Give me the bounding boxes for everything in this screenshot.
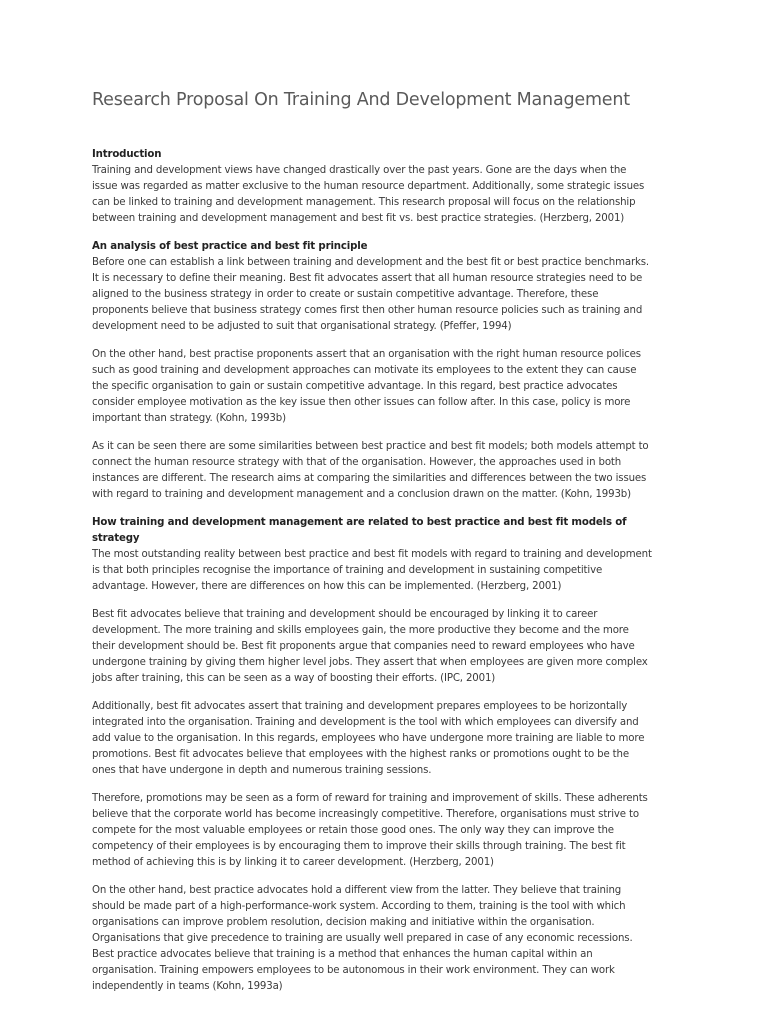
text-line: method of achieving this is by linking it to career development. (Herzberg, 2001) <box>92 857 494 868</box>
text-line: An analysis of best practice and best fit principle <box>92 241 368 252</box>
text-line: with regard to training and development management and a conclusion drawn on the matter. (Kohn, 1993b) <box>92 489 631 500</box>
section-heading <box>92 239 692 255</box>
text-line: organisations can improve problem resolution, decision making and initiative within the organisation. <box>92 917 595 928</box>
text-line: the specific organisation to gain or sustain competitive advantage. In this regard, best practice advocates <box>92 381 618 392</box>
text-line: It is necessary to define their meaning. Best fit advocates assert that all human resource strategies need to be <box>92 273 643 284</box>
text-line: Therefore, promotions may be seen as a form of reward for training and improvement of skills. These adherents <box>92 793 648 804</box>
paragraph <box>92 607 692 687</box>
text-line: Best practice advocates believe that training is a method that enhances the human capital within an <box>92 949 593 960</box>
text-line: On the other hand, best practice advocates hold a different view from the latter. They believe that training <box>92 885 622 896</box>
paragraph <box>92 347 692 427</box>
document-title: Research Proposal On Training And Development Management <box>92 90 630 110</box>
text-line: independently in teams (Kohn, 1993a) <box>92 981 283 992</box>
text-line: should be made part of a high-performance-work system. According to them, training is the tool with which <box>92 901 626 912</box>
text-line: such as good training and development approaches can motivate its employees to the extent they can cause <box>92 365 637 376</box>
text-line: development. The more training and skills employees gain, the more productive they become and the more <box>92 625 629 636</box>
text-line: organisation. Training empowers employees to be autonomous in their work environment. They can work <box>92 965 615 976</box>
text-line: compete for the most valuable employees or retain those good ones. The only way they can improve the <box>92 825 614 836</box>
paragraph <box>92 699 692 779</box>
text-line: add value to the organisation. In this regards, employees who have undergone more training are liable to more <box>92 733 645 744</box>
text-line: On the other hand, best practise proponents assert that an organisation with the right human resource polices <box>92 349 641 360</box>
text-line: is that both principles recognise the importance of training and development in sustaining competitive <box>92 565 603 576</box>
section-heading <box>92 515 692 547</box>
text-line: important than strategy. (Kohn, 1993b) <box>92 413 286 424</box>
paragraph <box>92 163 692 227</box>
text-line: Before one can establish a link between training and development and the best fit or best practice benchmarks. <box>92 257 650 268</box>
paragraph <box>92 255 692 335</box>
text-line: advantage. However, there are differences on how this can be implemented. (Herzberg, 2001) <box>92 581 562 592</box>
text-line: Organisations that give precedence to training are usually well prepared in case of any economic recessions. <box>92 933 633 944</box>
text-line: integrated into the organisation. Training and development is the tool with which employees can diversify and <box>92 717 639 728</box>
text-line: competency of their employees is by encouraging them to improve their skills through training. The best fit <box>92 841 626 852</box>
paragraph <box>92 791 692 871</box>
document-body <box>92 147 692 1007</box>
text-line: jobs after training, this can be seen as a way of boosting their efforts. (IPC, 2001) <box>92 673 496 684</box>
text-line: Introduction <box>92 149 162 160</box>
text-line: between training and development management and best fit vs. best practice strategies. (Herzberg, 2001) <box>92 213 625 224</box>
paragraph <box>92 883 692 995</box>
text-line: consider employee motivation as the key issue then other issues can follow after. In this case, policy is more <box>92 397 631 408</box>
text-line: Training and development views have changed drastically over the past years. Gone are the days when the <box>92 165 627 176</box>
paragraph <box>92 439 692 503</box>
text-line: strategy <box>92 533 140 544</box>
text-line: Best fit advocates believe that training and development should be encouraged by linking it to career <box>92 609 598 620</box>
text-line: believe that the corporate world has become increasingly competitive. Therefore, organisations must strive to <box>92 809 639 820</box>
text-line: instances are different. The research aims at comparing the similarities and differences between the two issues <box>92 473 647 484</box>
text-line: Additionally, best fit advocates assert that training and development prepares employees to be horizontally <box>92 701 628 712</box>
text-line: As it can be seen there are some similarities between best practice and best fit models; both models attempt to <box>92 441 649 452</box>
text-line: connect the human resource strategy with that of the organisation. However, the approaches used in both <box>92 457 622 468</box>
text-line: The most outstanding reality between best practice and best fit models with regard to training and development <box>92 549 652 560</box>
text-line: aligned to the business strategy in order to create or sustain competitive advantage. Therefore, these <box>92 289 599 300</box>
text-line: proponents believe that business strategy comes first then other human resource policies such as training and <box>92 305 643 316</box>
text-line: undergone training by giving them higher level jobs. They assert that when employees are given more complex <box>92 657 648 668</box>
text-line: can be linked to training and development management. This research proposal will focus on the relationship <box>92 197 636 208</box>
text-line: promotions. Best fit advocates believe that employees with the highest ranks or promotions ought to be the <box>92 749 629 760</box>
text-line: development need to be adjusted to suit that organisational strategy. (Pfeffer, 1994) <box>92 321 512 332</box>
paragraph <box>92 547 692 595</box>
section-heading <box>92 147 692 163</box>
text-line: How training and development management are related to best practice and best fit models of <box>92 517 627 528</box>
text-line: ones that have undergone in depth and numerous training sessions. <box>92 765 432 776</box>
text-line: their development should be. Best fit proponents argue that companies need to reward employees who have <box>92 641 635 652</box>
text-line: issue was regarded as matter exclusive to the human resource department. Additionally, some strategic issues <box>92 181 645 192</box>
